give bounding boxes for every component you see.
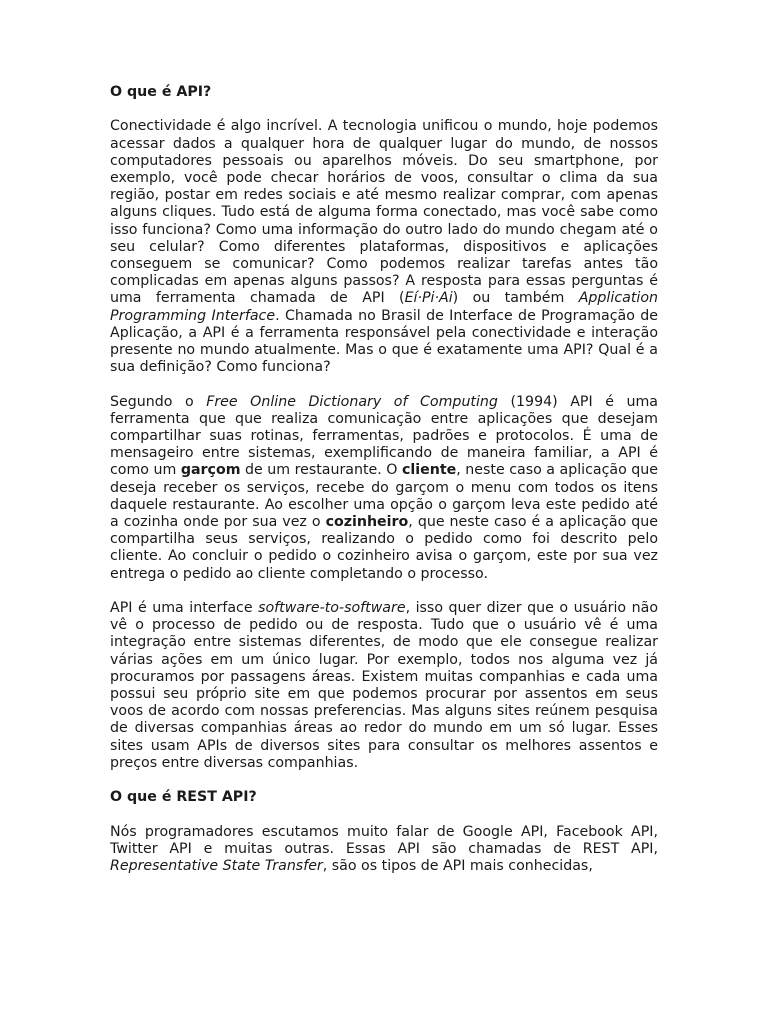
heading-what-is-api: O que é API? — [110, 84, 212, 100]
text-run: . Chamada no Brasil de Interface de Programação de Aplicação, a API é a ferramenta responsável pela conectividade e interação presente no mundo atualmente. Mas o que é exatamente uma API? Qual é a sua definição? Como funciona? — [110, 307, 658, 376]
spacer — [110, 376, 658, 393]
spacer — [110, 583, 658, 600]
spacer — [110, 101, 658, 118]
text-run: de um restaurante. O — [240, 462, 402, 479]
italic-source: Free Online Dictionary of Computing — [206, 393, 498, 410]
paragraph-connectivity — [110, 118, 658, 376]
spacer — [110, 772, 658, 789]
bold-term: garçom — [180, 462, 241, 479]
spacer — [110, 806, 658, 823]
heading-what-is-rest-api: O que é REST API? — [110, 789, 257, 806]
italic-pronunciation: Eí·Pi·Ai — [404, 290, 453, 307]
text-run: Nós programadores escutamos muito falar de Google API, Facebook API, Twitter API e muitas outras. Essas API são chamadas de REST API, — [110, 823, 658, 857]
text-run: , isso quer dizer que o usuário não vê o processo de pedido ou de resposta. Tudo que o usuário vê é uma integração entre sistemas diferentes, de modo que ele consegue realizar várias ações em um único lugar. Por exemplo, todos nos alguma vez já procuramos por passagens áreas. Existem muitas companhias e cada uma possui seu próprio site em que podemos procurar por assentos em seus voos de acordo com nossas preferencias. Mas alguns sites reúnem pesquisa de diversas companhias áreas ao redor do mundo em um só lugar. Esses sites usam APIs de diversos sites para consultar os melhores assentos e preços entre diversas companhias. — [110, 600, 659, 771]
text-run: , que neste caso é a aplicação que compartilha seus serviços, realizando o pedido como foi descrito pelo cliente. Ao concluir o pedido o cozinheiro avisa o garçom, este por sua vez entrega o pedido ao cliente completando o processo. — [110, 514, 658, 582]
italic-term: Representative State Transfer — [110, 858, 323, 875]
text-run: , são os tipos de API mais conhecidas, — [322, 858, 593, 875]
paragraph-software-to-software — [110, 600, 658, 772]
bold-term: cliente — [402, 462, 457, 479]
italic-term: software-to-software — [258, 600, 406, 617]
text-run: ) ou também — [452, 290, 579, 307]
text-run: Conectividade é algo incrível. A tecnologia unificou o mundo, hoje podemos acessar dados a qualquer hora de qualquer lugar do mundo, de nossos computadores pessoais ou aparelhos móveis. Do seu smartphone, por exemplo, você pode checar horários de voos, consultar o clima da sua região, postar em redes sociais e até mesmo realizar comprar, com apenas alguns cliques. Tudo está de alguma forma conectado, mas você sabe como isso funciona? Como uma informação do outro lado do mundo chegam até o seu celular? Como diferentes plataformas, dispositivos e aplicações conseguem se comunicar? Como podemos realizar tarefas antes tão complicadas em apenas alguns passos? A resposta para essas perguntas é uma ferramenta chamada de API ( — [110, 118, 658, 307]
paragraph-definition — [110, 394, 658, 583]
document-body — [110, 84, 658, 875]
paragraph-rest-api — [110, 824, 658, 876]
bold-term: cozinheiro — [325, 514, 409, 531]
text-run: Segundo o — [110, 393, 207, 410]
text-run: (1994) API é uma ferramenta que que realiza comunicação entre aplicações que desejam compartilhar suas rotinas, ferramentas, padrões e protocolos. É uma de mensageiro entre sistemas, exemplificando de maneira familiar, a API é como um — [110, 393, 658, 479]
text-run: , neste caso a aplicação que deseja receber os serviços, recebe do garçom o menu com todos os itens daquele restaurante. Ao escolher uma opção o garçom leva este pedido até a cozinha onde por sua vez o — [110, 462, 658, 531]
text-run: API é uma interface — [110, 600, 259, 617]
italic-term: Application Programming Interface — [110, 290, 658, 324]
